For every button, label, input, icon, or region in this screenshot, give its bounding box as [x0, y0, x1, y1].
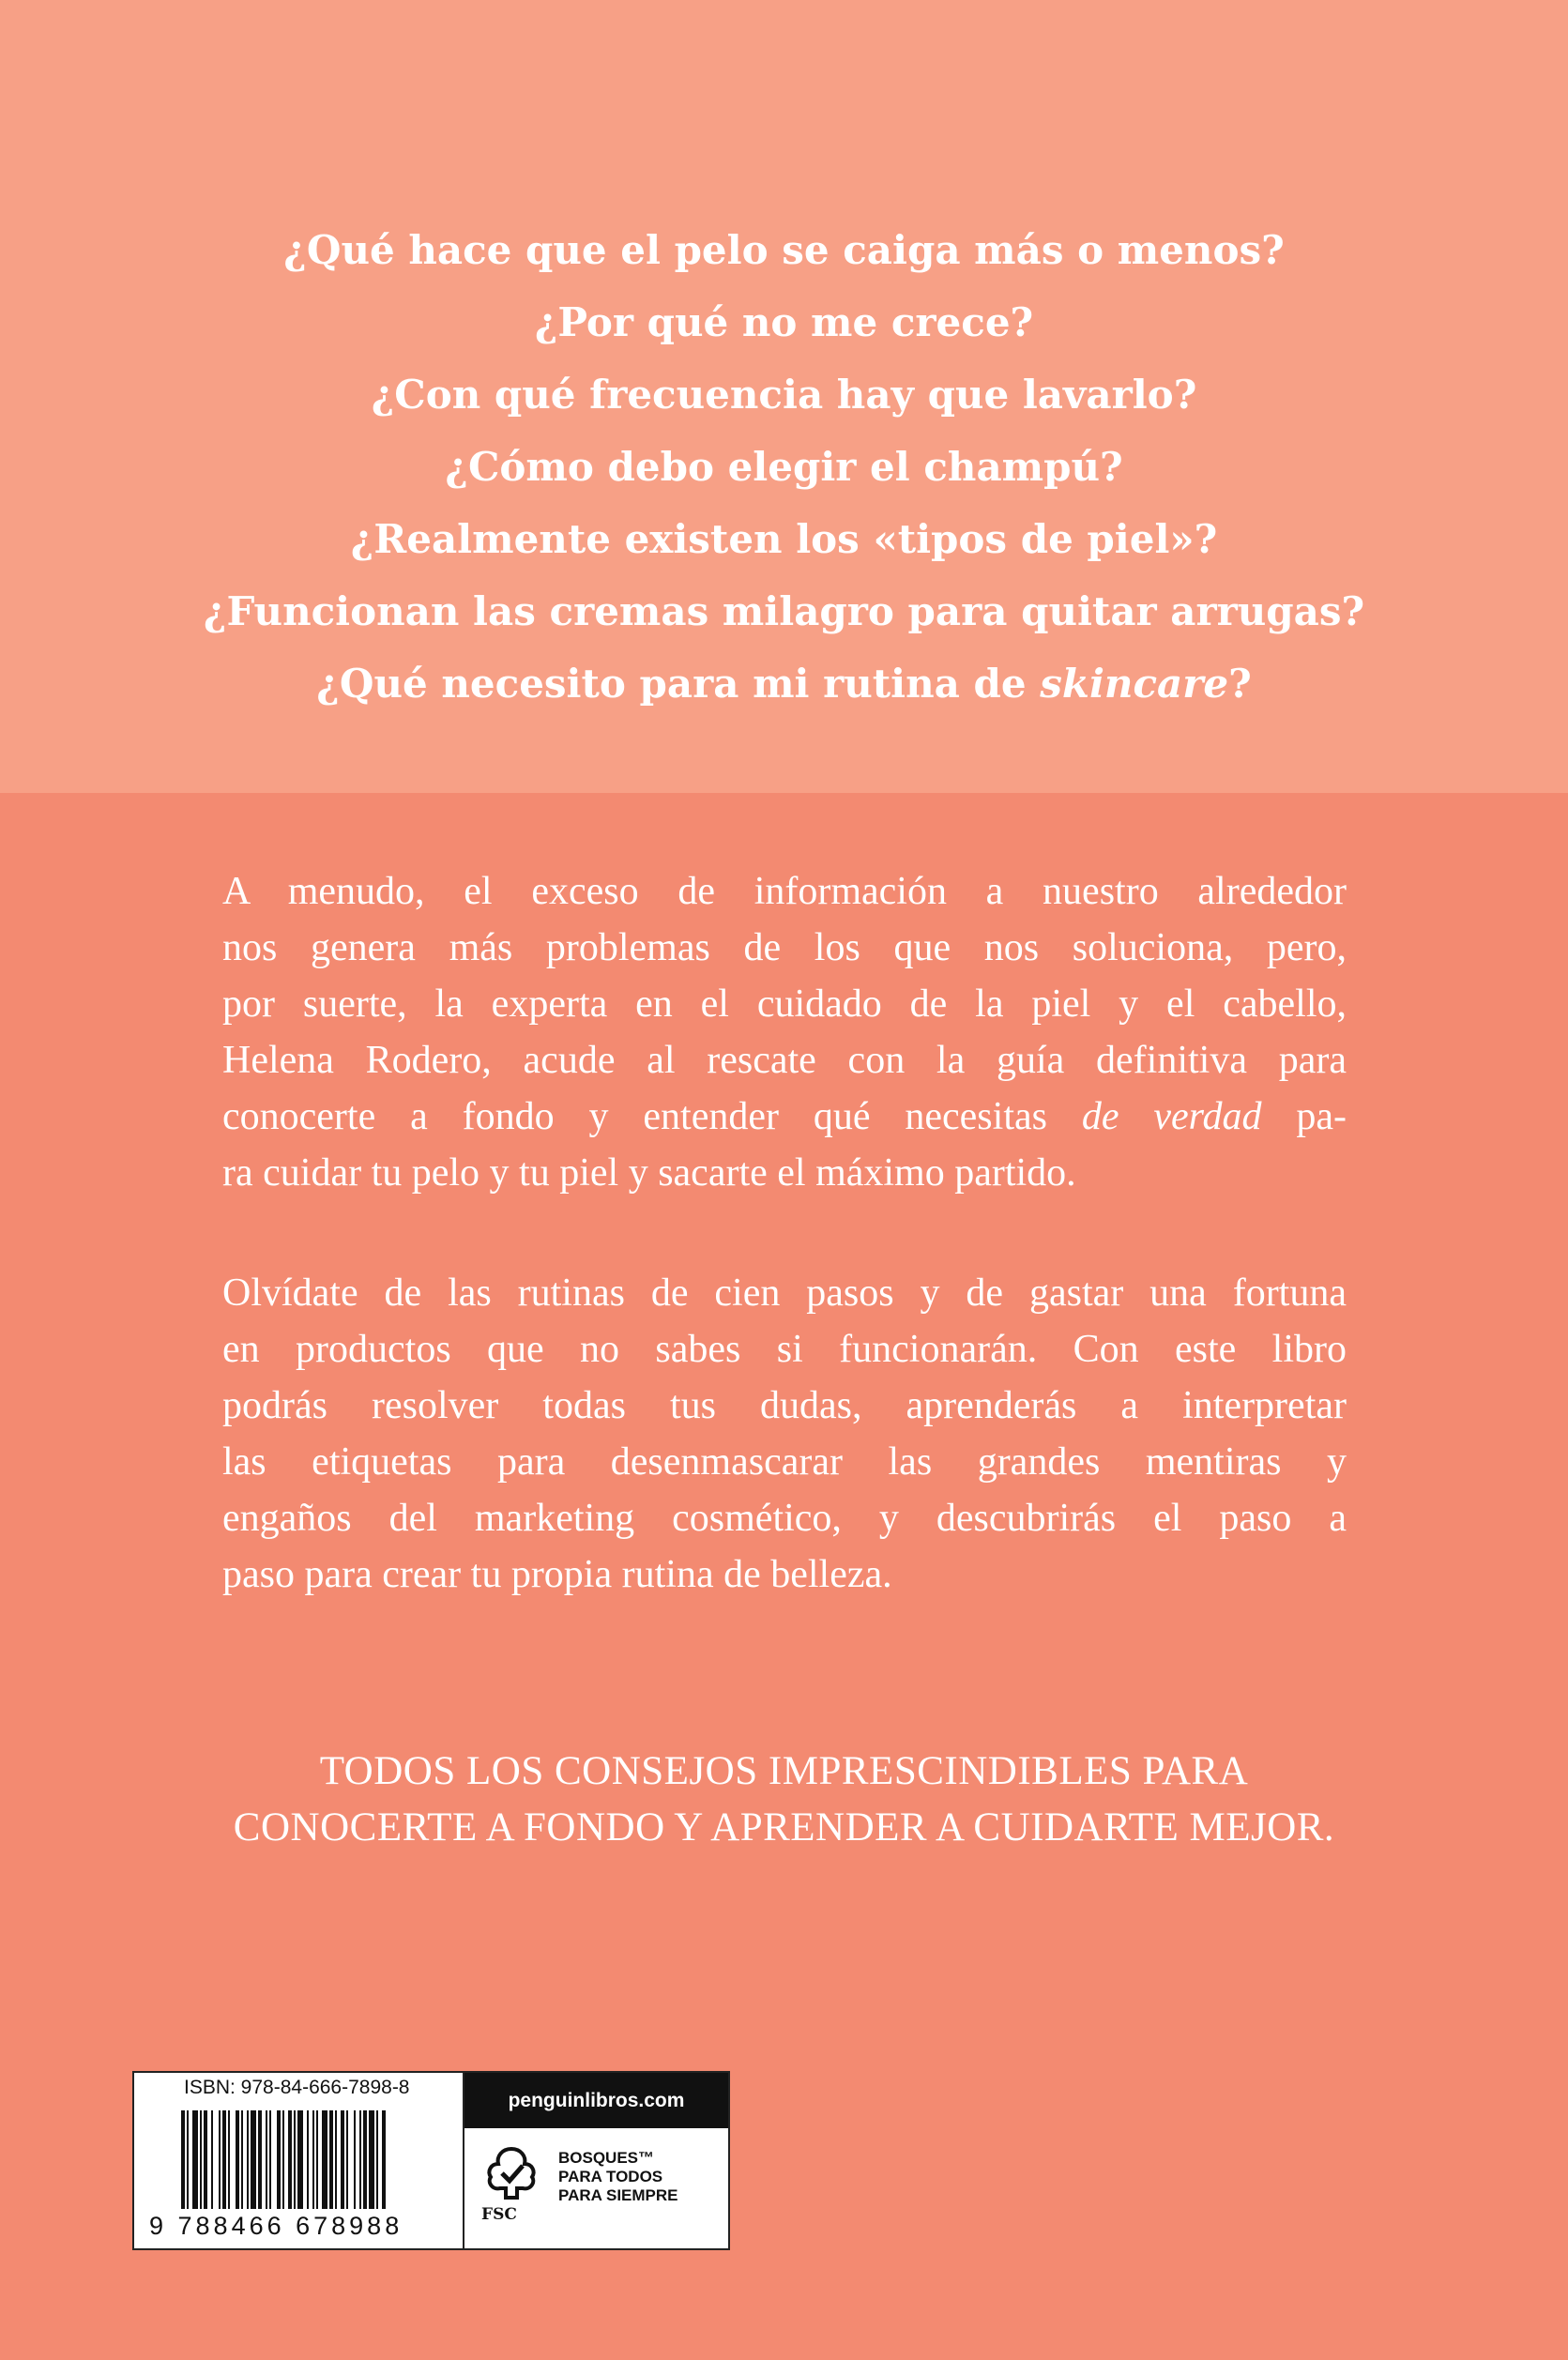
barcode-bar	[247, 2110, 249, 2209]
blurb-line: nos genera más problemas de los que nos soluciona, pero,	[222, 926, 1347, 969]
barcode-bar	[236, 2110, 239, 2209]
question-item: ¿Cómo debo elegir el champú?	[445, 444, 1123, 490]
blurb-line: Helena Rodero, acude al rescate con la guía definitiva para	[222, 1039, 1347, 1082]
blurb-text: conocerte a fondo y entender qué necesitas	[222, 1095, 1082, 1138]
blurb-line: engaños del marketing cosmético, y descubrirás el paso a	[222, 1497, 1347, 1540]
barcode-panel	[132, 2071, 730, 2250]
barcode-bar	[359, 2110, 361, 2209]
question-text: ¿Qué necesito para mi rutina de	[316, 661, 1041, 707]
question-item: ¿Con qué frecuencia hay que lavarlo?	[371, 372, 1197, 418]
blurb-text: pa-	[1261, 1095, 1347, 1138]
barcode-bar	[269, 2110, 271, 2209]
barcode-bar	[200, 2110, 202, 2209]
fsc-claim-line: PARA SIEMPRE	[558, 2186, 678, 2204]
blurb-line: las etiquetas para desenmascarar las grandes mentiras y	[222, 1440, 1347, 1484]
barcode-bar	[382, 2110, 386, 2209]
blurb-line: en productos que no sabes si funcionarán. Con este libro	[222, 1328, 1347, 1371]
barcode-bar	[316, 2110, 318, 2209]
barcode-bar	[211, 2110, 213, 2209]
question-list	[0, 214, 1568, 720]
barcode-bar	[222, 2110, 226, 2209]
blurb-line	[222, 1089, 1347, 1145]
slogan-line: CONOCERTE A FONDO Y APRENDER A CUIDARTE MEJOR.	[233, 1805, 1335, 1850]
blurb	[222, 863, 1347, 1667]
fsc-badge	[464, 2128, 728, 2248]
barcode-bar	[329, 2110, 333, 2209]
barcode-bar	[341, 2110, 344, 2209]
barcode-bar	[277, 2110, 281, 2209]
question-item: ¿Realmente existen los «tipos de piel»?	[350, 516, 1218, 562]
blurb-line: podrás resolver todas tus dudas, aprenderás a interpretar	[222, 1384, 1347, 1427]
question-item: ¿Qué hace que el pelo se caiga más o menos?	[283, 227, 1285, 273]
slogan	[0, 1743, 1568, 1856]
fsc-claim-line: BOSQUES™	[558, 2149, 655, 2167]
barcode-bar	[376, 2110, 378, 2209]
barcode-bar	[346, 2110, 348, 2209]
slogan-line: TODOS LOS CONSEJOS IMPRESCINDIBLES PARA	[319, 1749, 1249, 1793]
question-item: ¿Por qué no me crece?	[534, 299, 1034, 345]
question-text: ?	[1228, 661, 1252, 707]
blurb-paragraph-2	[222, 1265, 1347, 1603]
barcode-bar	[282, 2110, 284, 2209]
barcode-bar	[288, 2110, 292, 2209]
barcode-bar	[294, 2110, 296, 2209]
blurb-line: por suerte, la experta en el cuidado de la piel y el cabello,	[222, 982, 1347, 1026]
barcode-bar	[241, 2110, 243, 2209]
barcode-bar	[204, 2110, 207, 2209]
barcode-bar	[187, 2110, 189, 2209]
barcode-bar	[228, 2110, 230, 2209]
blurb-italic: de verdad	[1081, 1095, 1262, 1138]
publisher-website: penguinlibros.com	[464, 2073, 728, 2128]
barcode-bar	[219, 2110, 221, 2209]
barcode-bar	[251, 2110, 256, 2209]
barcode-bar	[363, 2110, 367, 2209]
fsc-claim	[558, 2149, 678, 2205]
question-item-last	[0, 647, 1568, 720]
barcode-bar	[192, 2110, 198, 2209]
question-italic: skincare	[1040, 661, 1229, 707]
barcode-bar	[181, 2110, 185, 2209]
blurb-line: Olvídate de las rutinas de cien pasos y de gastar una fortuna	[222, 1271, 1347, 1315]
barcode-bar	[307, 2110, 309, 2209]
fsc-label: FSC	[481, 2205, 517, 2224]
barcode-bar	[354, 2110, 356, 2209]
blurb-line: ra cuidar tu pelo y tu piel y sacarte el máximo partido.	[222, 1151, 1076, 1195]
barcode-bar	[369, 2110, 374, 2209]
isbn-label: ISBN: 978-84-666-7898-8	[184, 2077, 410, 2098]
question-item: ¿Funcionan las cremas milagro para quitar arrugas?	[203, 588, 1365, 634]
blurb-paragraph-1	[222, 863, 1347, 1201]
barcode-bar	[266, 2110, 267, 2209]
tree-checkmark-icon	[481, 2145, 541, 2201]
barcode-bar	[322, 2110, 327, 2209]
barcode-bar	[297, 2110, 303, 2209]
barcode-bar	[312, 2110, 314, 2209]
barcode-bars	[181, 2110, 449, 2209]
fsc-claim-line: PARA TODOS	[558, 2168, 663, 2185]
blurb-line: paso para crear tu propia rutina de belleza.	[222, 1553, 892, 1596]
blurb-line: A menudo, el exceso de información a nuestro alrededor	[222, 870, 1347, 913]
barcode-bar	[335, 2110, 337, 2209]
barcode-digits: 9 788466 678988	[149, 2212, 403, 2240]
barcode-bar	[258, 2110, 262, 2209]
